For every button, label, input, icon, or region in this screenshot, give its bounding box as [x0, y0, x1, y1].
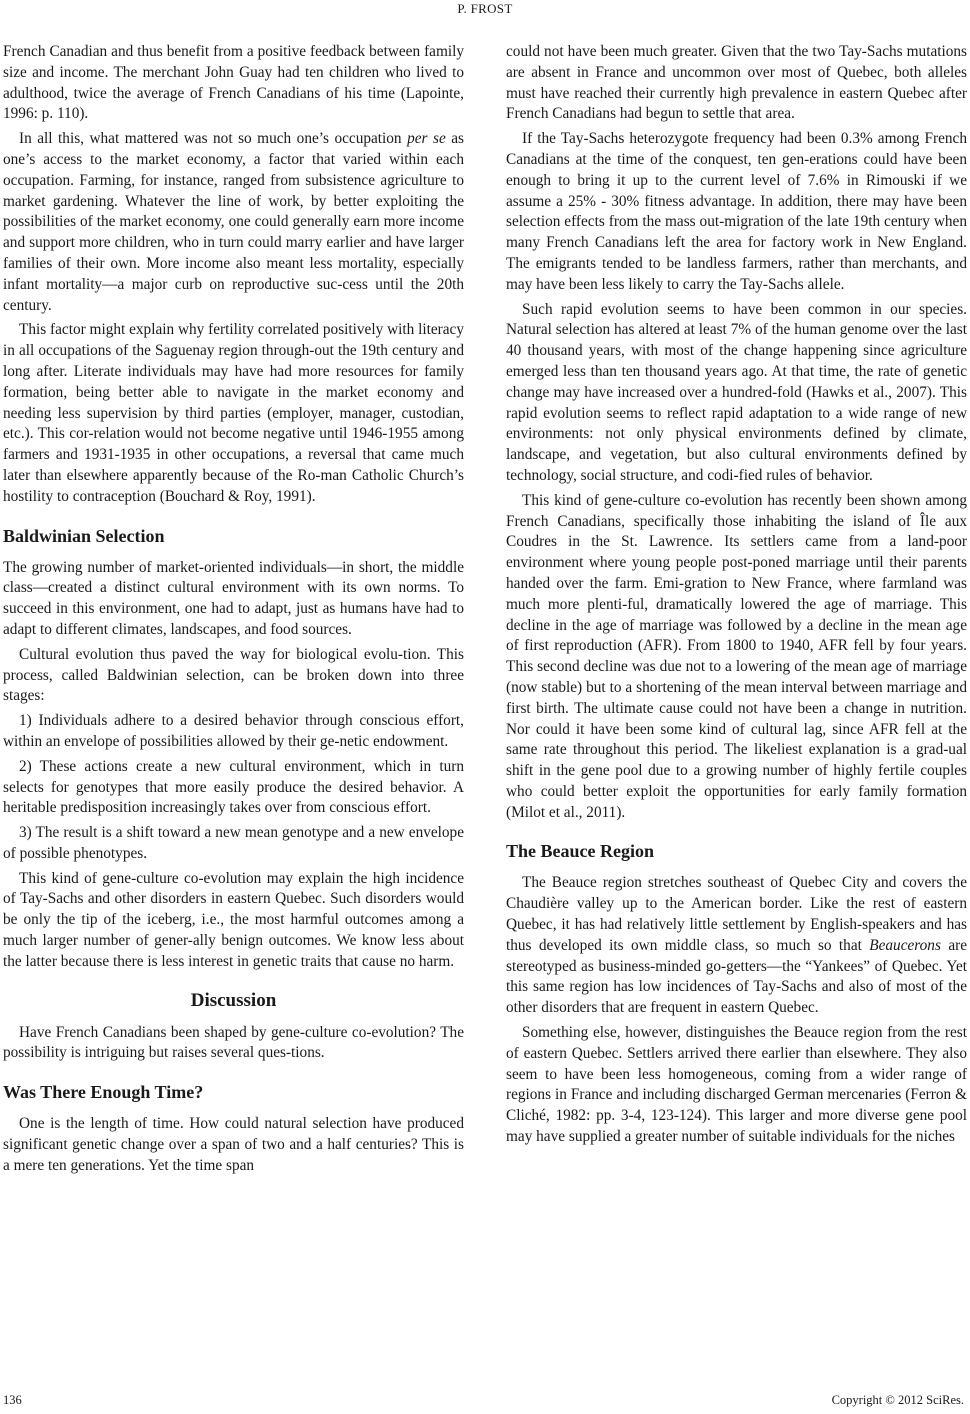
- running-head: P. FROST: [457, 1, 513, 16]
- text-run: are stereotyped as business-minded go-getters—the “Yankees” of Quebec. Yet this same region has low incidences of Tay-Sachs and also of most of the other disorders that are frequent in eastern Quebec.: [506, 936, 967, 1017]
- paragraph: One is the length of time. How could natural selection have produced significant genetic change over a span of two and a half centuries? This is a mere ten generations. Yet the time span: [3, 1115, 464, 1174]
- paragraph: could not have been much greater. Given that the two Tay-Sachs mutations are absent in France and uncommon over most of Quebec, both alleles must have reached their currently high prevalence in eastern Quebec after French Canadians had begun to settle that area.: [506, 43, 967, 123]
- paragraph: This kind of gene-culture co-evolution may explain the high incidence of Tay-Sachs and other disorders in eastern Quebec. Such disorders would be only the tip of the iceberg, i.e., the most harmful outcomes among a much larger number of gener-ally benign outcomes. We know less about the latter because there is less interest in genetic traits that cause no harm.: [3, 869, 464, 970]
- paragraph: Cultural evolution thus paved the way for biological evolu-tion. This process, called Baldwinian selection, can be broken down into three stages:: [3, 645, 464, 705]
- paragraph: This factor might explain why fertility correlated positively with literacy in all occupations of the Saguenay region through-out the 19th century and long after. Literate individuals may have had more resources for family formation, being better able to navigate in the market economy and needing less supervision by third parties (employer, manager, custodian, etc.). This cor-relation would not become negative until 1946-1955 among farmers and 1931-1935 in other occupations, a reversal that came much later than elsewhere apparently because of the Ro-man Catholic Church’s hostility to contraception (Bouchard & Roy, 1991).: [3, 321, 464, 505]
- paragraph: French Canadian and thus benefit from a positive feedback between family size and income. The merchant John Guay had ten children who lived to adulthood, twice the average of French Canadians of his time (Lapointe, 1996: p. 110).: [3, 43, 464, 123]
- right-column: [506, 42, 967, 1152]
- list-item: 1) Individuals adhere to a desired behavior through conscious effort, within an envelope of possibilities allowed by their ge-netic endowment.: [3, 712, 464, 750]
- list-item: 2) These actions create a new cultural environment, which in turn selects for genotypes that more easily produce the desired behavior. A heritable predisposition increasingly takes over from conscious effort.: [3, 757, 464, 817]
- paragraph: This kind of gene-culture co-evolution has recently been shown among French Canadians, specifically those inhabiting the island of Île aux Coudres in the St. Lawrence. Its settlers came from a land-poor environment where young people post-poned marriage until their parents handed over the farm. Emi-gration to New France, where farmland was much more plenti-ful, dramatically lowered the age of marriage. This decline in the age of marriage was followed by a decline in the mean age of first reproduction (AFR). From 1800 to 1940, AFR fell by four years. This second decline was due not to a lowering of the mean age of marriage (now stable) but to a shortening of the mean interval between marriage and first birth. The ultimate cause could not have been a change in nutrition. Nor could it have been some kind of cultural lag, since AFR fell at the same rate throughout this period. The likeliest explanation is a grad-ual shift in the gene pool due to a growing number of highly fertile couples who could better exploit the opportunities for early family formation (Milot et al., 2011).: [506, 491, 967, 821]
- text-run: The Beauce region stretches southeast of Quebec City and covers the Chaudière valley up to the American border. Like the rest of eastern Quebec, it has had relatively little settlement by English-speakers and has thus developed its own middle class, so much so that: [506, 874, 967, 954]
- section-heading-discussion: Discussion: [190, 989, 277, 1011]
- text-run: as one’s access to the market economy, a factor that varied within each occupation. Farming, for instance, ranged from subsistence agriculture to market gardening. Whatever the line of work, by better exploiting the possibilities of the market economy, one could generally earn more income and support more children, who in turn could marry earlier and have larger families of their own. More income also meant less mortality, especially infant mortality—a major curb on reproductive suc-cess until the 20th century.: [3, 130, 464, 314]
- italic-term: per se: [407, 130, 446, 148]
- paragraph: [506, 873, 967, 1019]
- copyright-notice: Copyright © 2012 SciRes.: [831, 1393, 964, 1407]
- page-number: 136: [3, 1393, 22, 1407]
- paragraph: Something else, however, distinguishes the Beauce region from the rest of eastern Quebec. Settlers arrived there earlier than elsewhere. They also seem to have been less homogeneous, coming from a wider range of regions in France and including discharged German mercenaries (Ferron & Cliché, 1982: pp. 3-4, 123-124). This larger and more diverse gene pool may have supplied a greater number of suitable individuals for the niches: [506, 1024, 967, 1146]
- list-item: 3) The result is a shift toward a new mean genotype and a new envelope of possible phenotypes.: [3, 824, 464, 862]
- section-heading-baldwinian: Baldwinian Selection: [3, 525, 165, 546]
- paragraph: The growing number of market-oriented individuals—in short, the middle class—created a distinct cultural environment with its own norms. To succeed in this environment, one had to adapt, just as humans have had to adapt to different climates, landscapes, and food sources.: [3, 558, 464, 638]
- paragraph: If the Tay-Sachs heterozygote frequency had been 0.3% among French Canadians at the time of the conquest, ten gen-erations could have been enough to bring it up to the current level of 7.6% in Rimouski if we assume a 25% - 30% fitness advantage. In addition, there may have been selection effects from the mass out-migration of the late 19th century when many French Canadians left the area for factory work in New England. The emigrants tended to be landless farmers, rather than merchants, and may have been less likely to carry the Tay-Sachs allele.: [506, 130, 967, 293]
- text-run: In all this, what mattered was not so much one’s occupation: [19, 130, 408, 148]
- section-heading-beauce: The Beauce Region: [506, 841, 654, 862]
- left-column: [3, 42, 464, 1181]
- italic-term: Beaucerons: [869, 936, 941, 954]
- section-heading-time: Was There Enough Time?: [3, 1082, 204, 1103]
- paragraph: [3, 129, 464, 316]
- paragraph: Have French Canadians been shaped by gene-culture co-evolution? The possibility is intriguing but raises several ques-tions.: [3, 1023, 464, 1062]
- paragraph: Such rapid evolution seems to have been common in our species. Natural selection has altered at least 7% of the human genome over the last 40 thousand years, with most of the change happening since agriculture emerged less than ten thousand years ago. At that time, the rate of genetic change may have increased over a hundred-fold (Hawks et al., 2007). This rapid evolution seems to reflect rapid adaptation to a wide range of new environments: not only physical environments defined by climate, landscape, and vegetation, but also cultural environments defined by technology, social structure, and codi-fied rules of behavior.: [506, 300, 967, 484]
